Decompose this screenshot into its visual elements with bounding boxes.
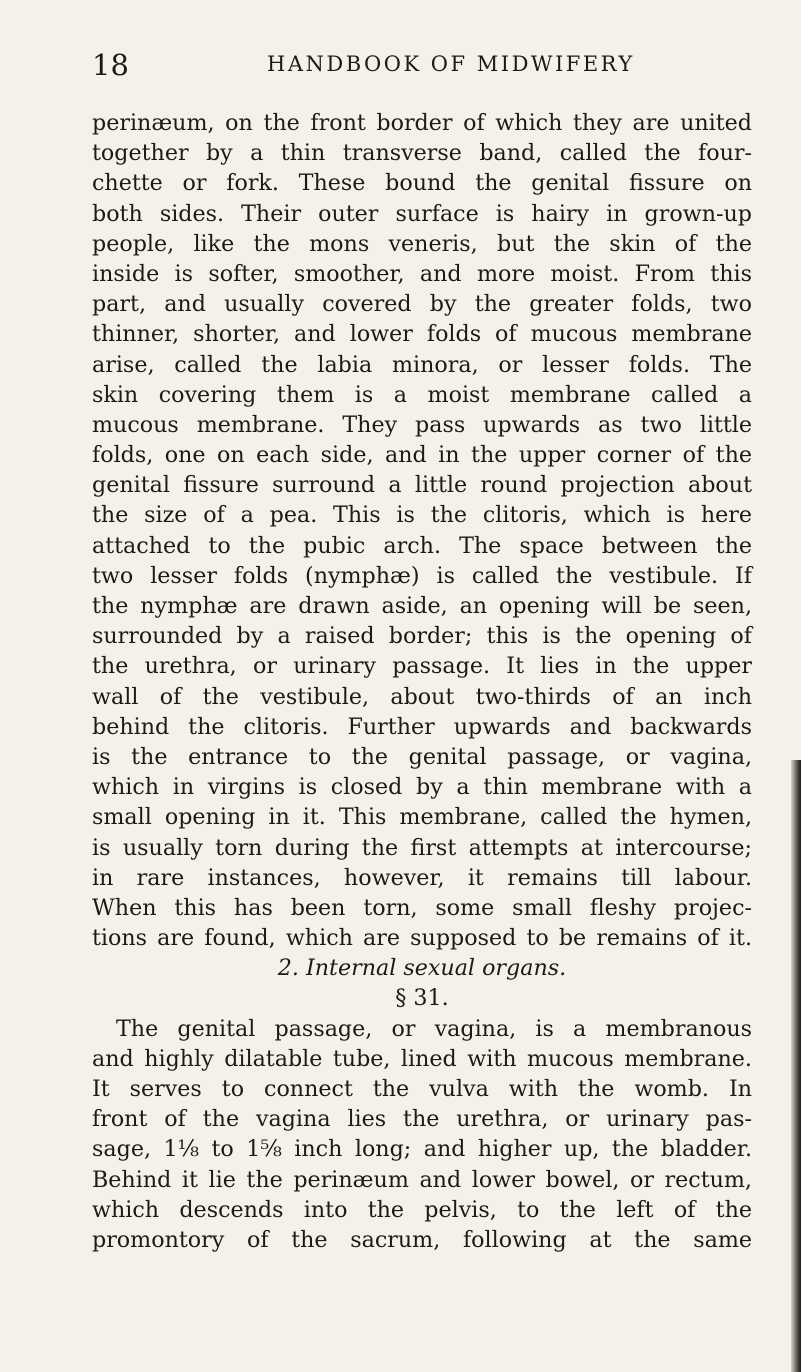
- text-line: people, like the mons veneris, but the skin of the: [92, 230, 752, 257]
- text-line: attached to the pubic arch. The space between the: [92, 532, 752, 559]
- page-number: 18: [92, 48, 129, 82]
- text-line: behind the clitoris. Further upwards and backwards: [92, 713, 752, 740]
- text-line: chette or fork. These bound the genital fissure on: [92, 170, 752, 197]
- text-line: folds, one on each side, and in the upper corner of the: [92, 442, 752, 469]
- text-line: two lesser folds (nymphæ) is called the vestibule. If: [92, 562, 752, 589]
- text-line: tions are found, which are supposed to be remains of it.: [92, 925, 752, 952]
- text-line: promontory of the sacrum, following at the same: [92, 1226, 752, 1253]
- page-header: [92, 48, 771, 88]
- text-line: which in virgins is closed by a thin membrane with a: [92, 774, 752, 801]
- text-line: wall of the vestibule, about two-thirds of an inch: [92, 683, 752, 710]
- text-line: the urethra, or urinary passage. It lies in the upper: [92, 653, 752, 680]
- text-line: is the entrance to the genital passage, or vagina,: [92, 743, 752, 770]
- section-heading: 2. Internal sexual organs.: [277, 955, 567, 982]
- text-line: sage, 1⅛ to 1⅝ inch long; and higher up, the bladder.: [92, 1136, 752, 1163]
- text-line: inside is softer, smoother, and more moist. From this: [92, 260, 752, 287]
- page-body: [92, 108, 752, 1255]
- section-number: § 31.: [395, 985, 449, 1012]
- text-line: front of the vagina lies the urethra, or urinary pas-: [92, 1106, 752, 1133]
- text-line: and highly dilatable tube, lined with mucous membrane.: [92, 1045, 752, 1072]
- text-line: which descends into the pelvis, to the left of the: [92, 1196, 752, 1223]
- text-line: small opening in it. This membrane, called the hymen,: [92, 804, 752, 831]
- text-line: together by a thin transverse band, called the four-: [92, 140, 752, 167]
- text-line: both sides. Their outer surface is hairy in grown-up: [92, 200, 752, 227]
- text-line: is usually torn during the first attempts at intercourse;: [92, 834, 752, 861]
- text-line: arise, called the labia minora, or lesser folds. The: [92, 351, 752, 378]
- text-line: Behind it lie the perinæum and lower bowel, or rectum,: [92, 1166, 752, 1193]
- running-title: HANDBOOK OF MIDWIFERY: [267, 52, 635, 76]
- text-line: It serves to connect the vulva with the womb. In: [92, 1076, 752, 1102]
- text-line: perinæum, on the front border of which they are united: [92, 110, 752, 136]
- text-line: genital fissure surround a little round projection about: [92, 472, 752, 499]
- text-line: thinner, shorter, and lower folds of mucous membrane: [92, 321, 752, 348]
- text-line: part, and usually covered by the greater folds, two: [92, 291, 752, 318]
- text-line: skin covering them is a moist membrane called a: [92, 381, 752, 408]
- text-line: When this has been torn, some small fleshy projec-: [92, 894, 752, 921]
- text-line: surrounded by a raised border; this is the opening of: [92, 623, 752, 650]
- text-line: the size of a pea. This is the clitoris, which is here: [92, 502, 752, 529]
- text-line: in rare instances, however, it remains till labour.: [92, 864, 752, 891]
- text-line: the nymphæ are drawn aside, an opening will be seen,: [92, 593, 752, 619]
- page-edge-shadow: [791, 760, 801, 1372]
- text-line: mucous membrane. They pass upwards as two little: [92, 411, 752, 438]
- text-line: The genital passage, or vagina, is a membranous: [116, 1015, 752, 1042]
